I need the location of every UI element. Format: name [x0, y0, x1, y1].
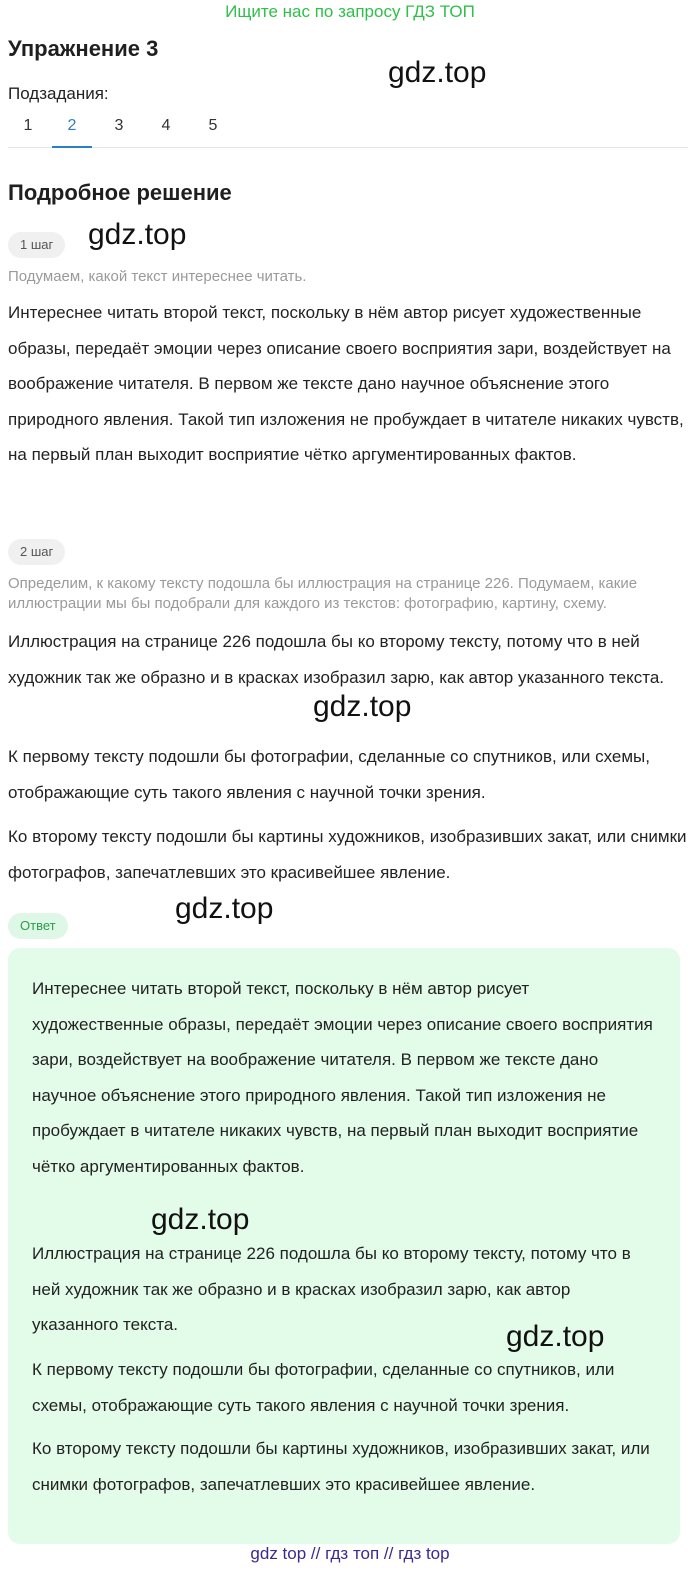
- watermark: gdz.top: [506, 1320, 605, 1353]
- answer-badge: Ответ: [8, 913, 68, 939]
- step-1-badge: 1 шаг: [8, 232, 65, 258]
- step-2-paragraph-3: Ко второму тексту подошли бы картины художников, изобразивших закат, или снимки фотографов, запечатлевших это красивейшее явление.: [8, 827, 687, 882]
- step-1-paragraph: Интереснее читать второй текст, поскольку в нём автор рисует художественные образы, передаёт эмоции через описание своего восприятия зари, воздействует на воображение читателя. В первом же тексте дано научное объяснение этого природного явления. Такой тип изложения не пробуждает в читателе никаких чувств, на первый план выходит восприятие чётко аргументированных фактов.: [8, 303, 684, 464]
- watermark: gdz.top: [151, 1203, 250, 1236]
- tab-4[interactable]: 4: [161, 117, 171, 134]
- step-2-paragraph-2: К первому тексту подошли бы фотографии, сделанные со спутников, или схемы, отображающие суть такого явления с научной точки зрения.: [8, 747, 650, 802]
- page-title: Упражнение 3: [8, 36, 159, 61]
- tab-1[interactable]: 1: [23, 117, 33, 134]
- answer-paragraph-3: К первому тексту подошли бы фотографии, сделанные со спутников, или схемы, отображающие суть такого явления с научной точки зрения.: [32, 1360, 615, 1415]
- step-2-badge: 2 шаг: [8, 539, 65, 565]
- tab-5[interactable]: 5: [208, 117, 218, 134]
- footer-links: gdz top // гдз топ // гдз top: [250, 1544, 450, 1563]
- subtask-tabs: [8, 112, 688, 148]
- answer-paragraph-2: Иллюстрация на странице 226 подошла бы ко второму тексту, потому что в ней художник так же образно и в красках изобразил зарю, как автор указанного текста.: [32, 1244, 631, 1334]
- search-banner: Ищите нас по запросу ГДЗ ТОП: [225, 2, 475, 21]
- watermark: gdz.top: [313, 690, 412, 723]
- answer-paragraph-1: Интереснее читать второй текст, поскольку в нём автор рисует художественные образы, передаёт эмоции через описание своего восприятия зари, воздействует на воображение читателя. В первом же тексте дано научное объяснение этого природного явления. Такой тип изложения не пробуждает в читателе никаких чувств, на первый план выходит восприятие чётко аргументированных фактов.: [32, 979, 653, 1176]
- watermark: gdz.top: [388, 56, 487, 89]
- step-2-paragraph-1: Иллюстрация на странице 226 подошла бы ко второму тексту, потому что в ней художник так же образно и в красках изобразил зарю, как автор указанного текста.: [8, 632, 664, 687]
- solution-title: Подробное решение: [8, 180, 232, 205]
- watermark: gdz.top: [88, 218, 187, 251]
- step-1-hint: Подумаем, какой текст интереснее читать.: [8, 268, 307, 285]
- step-2-hint: Определим, к какому тексту подошла бы иллюстрация на странице 226. Подумаем, какие иллюстрации мы бы подобрали для каждого из текстов: фотографию, картину, схему.: [8, 575, 638, 612]
- watermark: gdz.top: [175, 892, 274, 925]
- answer-paragraph-4: Ко второму тексту подошли бы картины художников, изобразивших закат, или снимки фотографов, запечатлевших это красивейшее явление.: [32, 1439, 650, 1494]
- subtasks-label: Подзадания:: [8, 84, 109, 103]
- tab-2[interactable]: 2: [52, 112, 92, 148]
- tab-3[interactable]: 3: [114, 117, 124, 134]
